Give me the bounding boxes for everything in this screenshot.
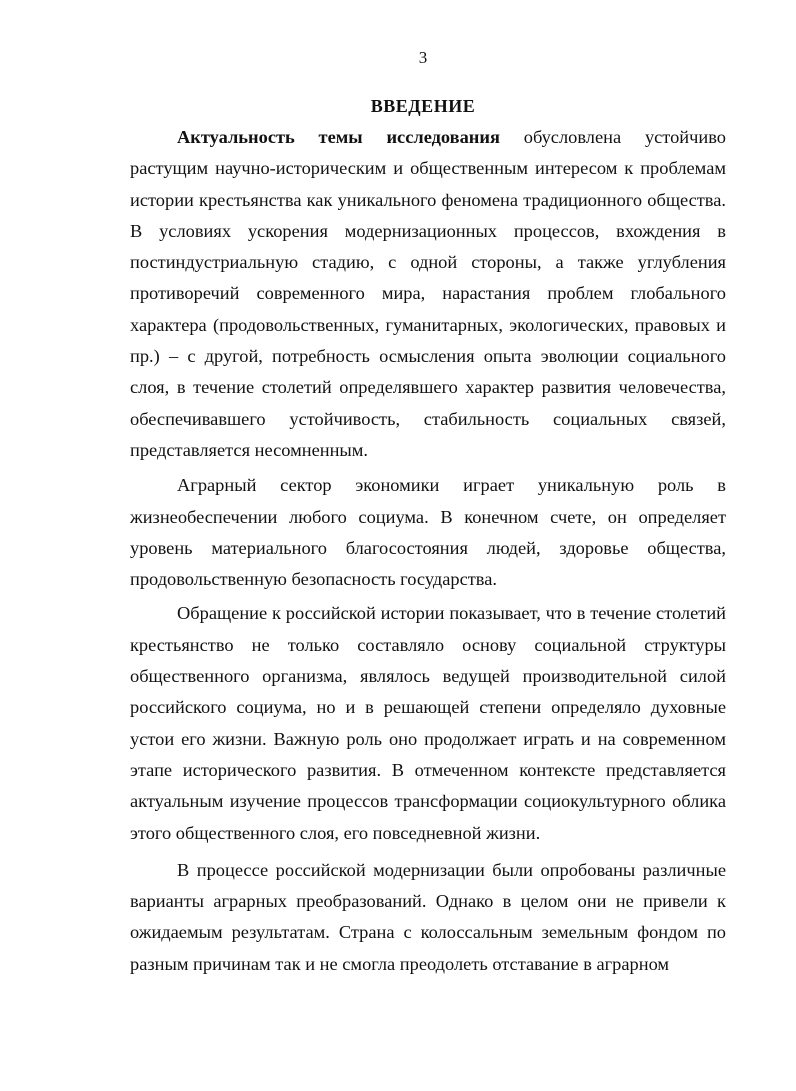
paragraph-text: В процессе российской модернизации были опробованы различные варианты аграрных преобразований. Однако в целом они не привели к ожидаемым результатам. Страна с колоссальным земельным фондом по разным причинам так и не смогла преодолеть отставание в аграрном (130, 859, 726, 974)
body-text (130, 122, 726, 980)
paragraph-relevance (130, 122, 726, 466)
paragraph-russian-history (130, 598, 726, 848)
paragraph-lead: Актуальность темы исследования (177, 127, 500, 147)
paragraph-text: Обращение к российской истории показывает, что в течение столетий крестьянство не только составляло основу социальной структуры общественного организма, являлось ведущей производительной силой российского социума, но и в решающей степени определяло духовные устои его жизни. Важную роль оно продолжает играть и на современном этапе исторического развития. В отмеченном контексте представляется актуальным изучение процессов трансформации социокультурного облика этого общественного слоя, его повседневной жизни. (130, 603, 726, 843)
paragraph-modernization (130, 855, 726, 980)
paragraph-text: Аграрный сектор экономики играет уникальную роль в жизнеобеспечении любого социума. В конечном счете, он определяет уровень материального благосостояния людей, здоровье общества, продовольственную безопасность государства. (130, 475, 726, 590)
section-heading: ВВЕДЕНИЕ (370, 96, 476, 116)
paragraph-text: обусловлена устойчиво растущим научно-историческим и общественным интересом к проблемам истории крестьянства как уникального феномена традиционного общества. В условиях ускорения модернизационных процессов, вхождения в постиндустриальную стадию, с одной стороны, а также углубления противоречий современного мира, нарастания проблем глобального характера (продовольственных, гуманитарных, экологических, правовых и пр.) – с другой, потребность осмысления опыта эволюции социального слоя, в течение столетий определявшего характер развития человечества, обеспечивавшего устойчивость, стабильность социальных связей, представляется несомненным. (130, 127, 726, 460)
paragraph-agrarian-sector (130, 470, 726, 595)
page-number: 3 (418, 48, 428, 67)
